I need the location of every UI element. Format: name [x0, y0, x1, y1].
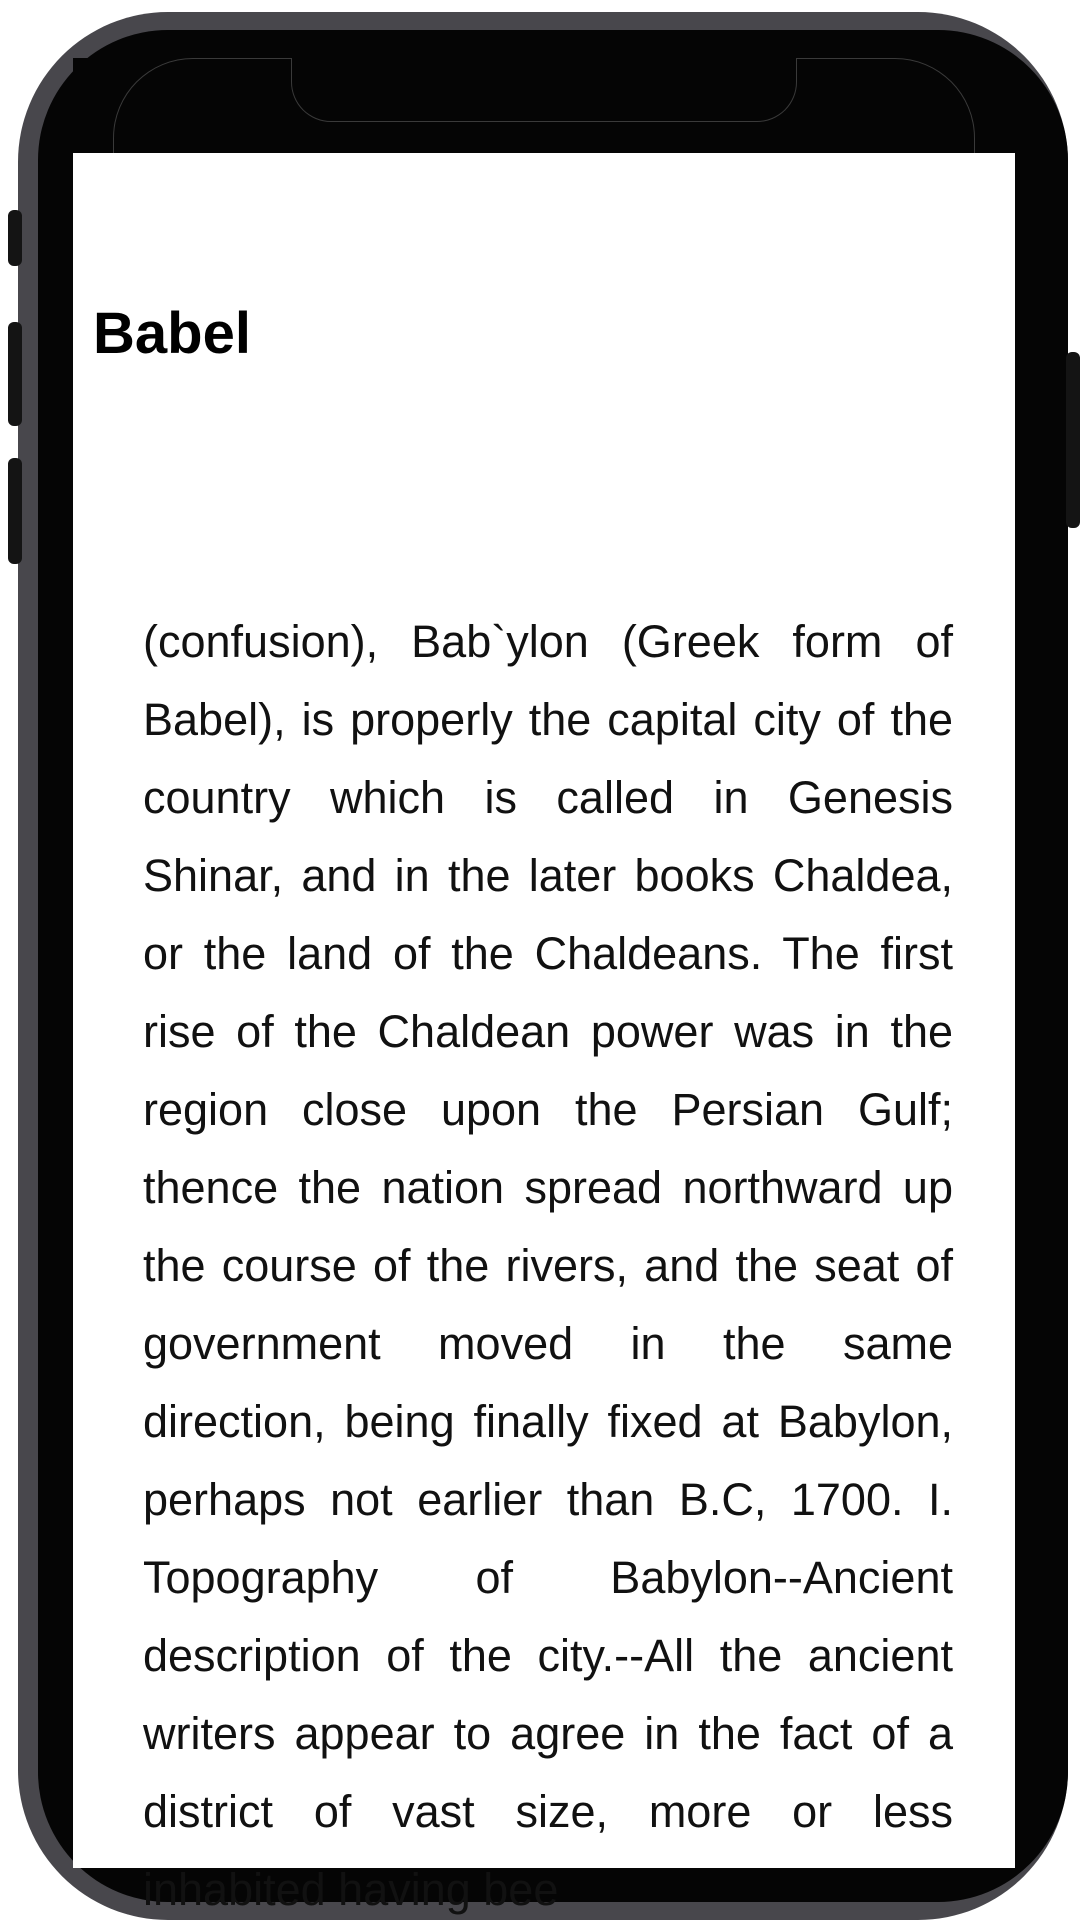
phone-screen	[73, 58, 1015, 1915]
page-title: Babel	[93, 301, 251, 366]
mute-switch	[8, 210, 22, 266]
volume-up-button	[8, 322, 22, 426]
article-body: (confusion), Bab`ylon (Greek form of Babel), is properly the capital city of the country which is called in Genesis Shinar, and in the later books Chaldea, or the land of the Chaldeans. The first rise of the Chaldean power was in the region close upon the Persian Gulf; thence the nation spread northward up the course of the rivers, and the seat of government moved in the same direction, being finally fixed at Babylon, perhaps not earlier than B.C, 1700. I. Topography of Babylon--Ancient description of the city.--All the ancient writers appear to agree in the fact of a district of vast size, more or less inhabited having bee	[143, 616, 953, 1915]
camera-notch	[291, 58, 797, 122]
power-button	[1066, 352, 1080, 528]
article-view[interactable]	[73, 153, 1015, 1915]
volume-down-button	[8, 458, 22, 564]
